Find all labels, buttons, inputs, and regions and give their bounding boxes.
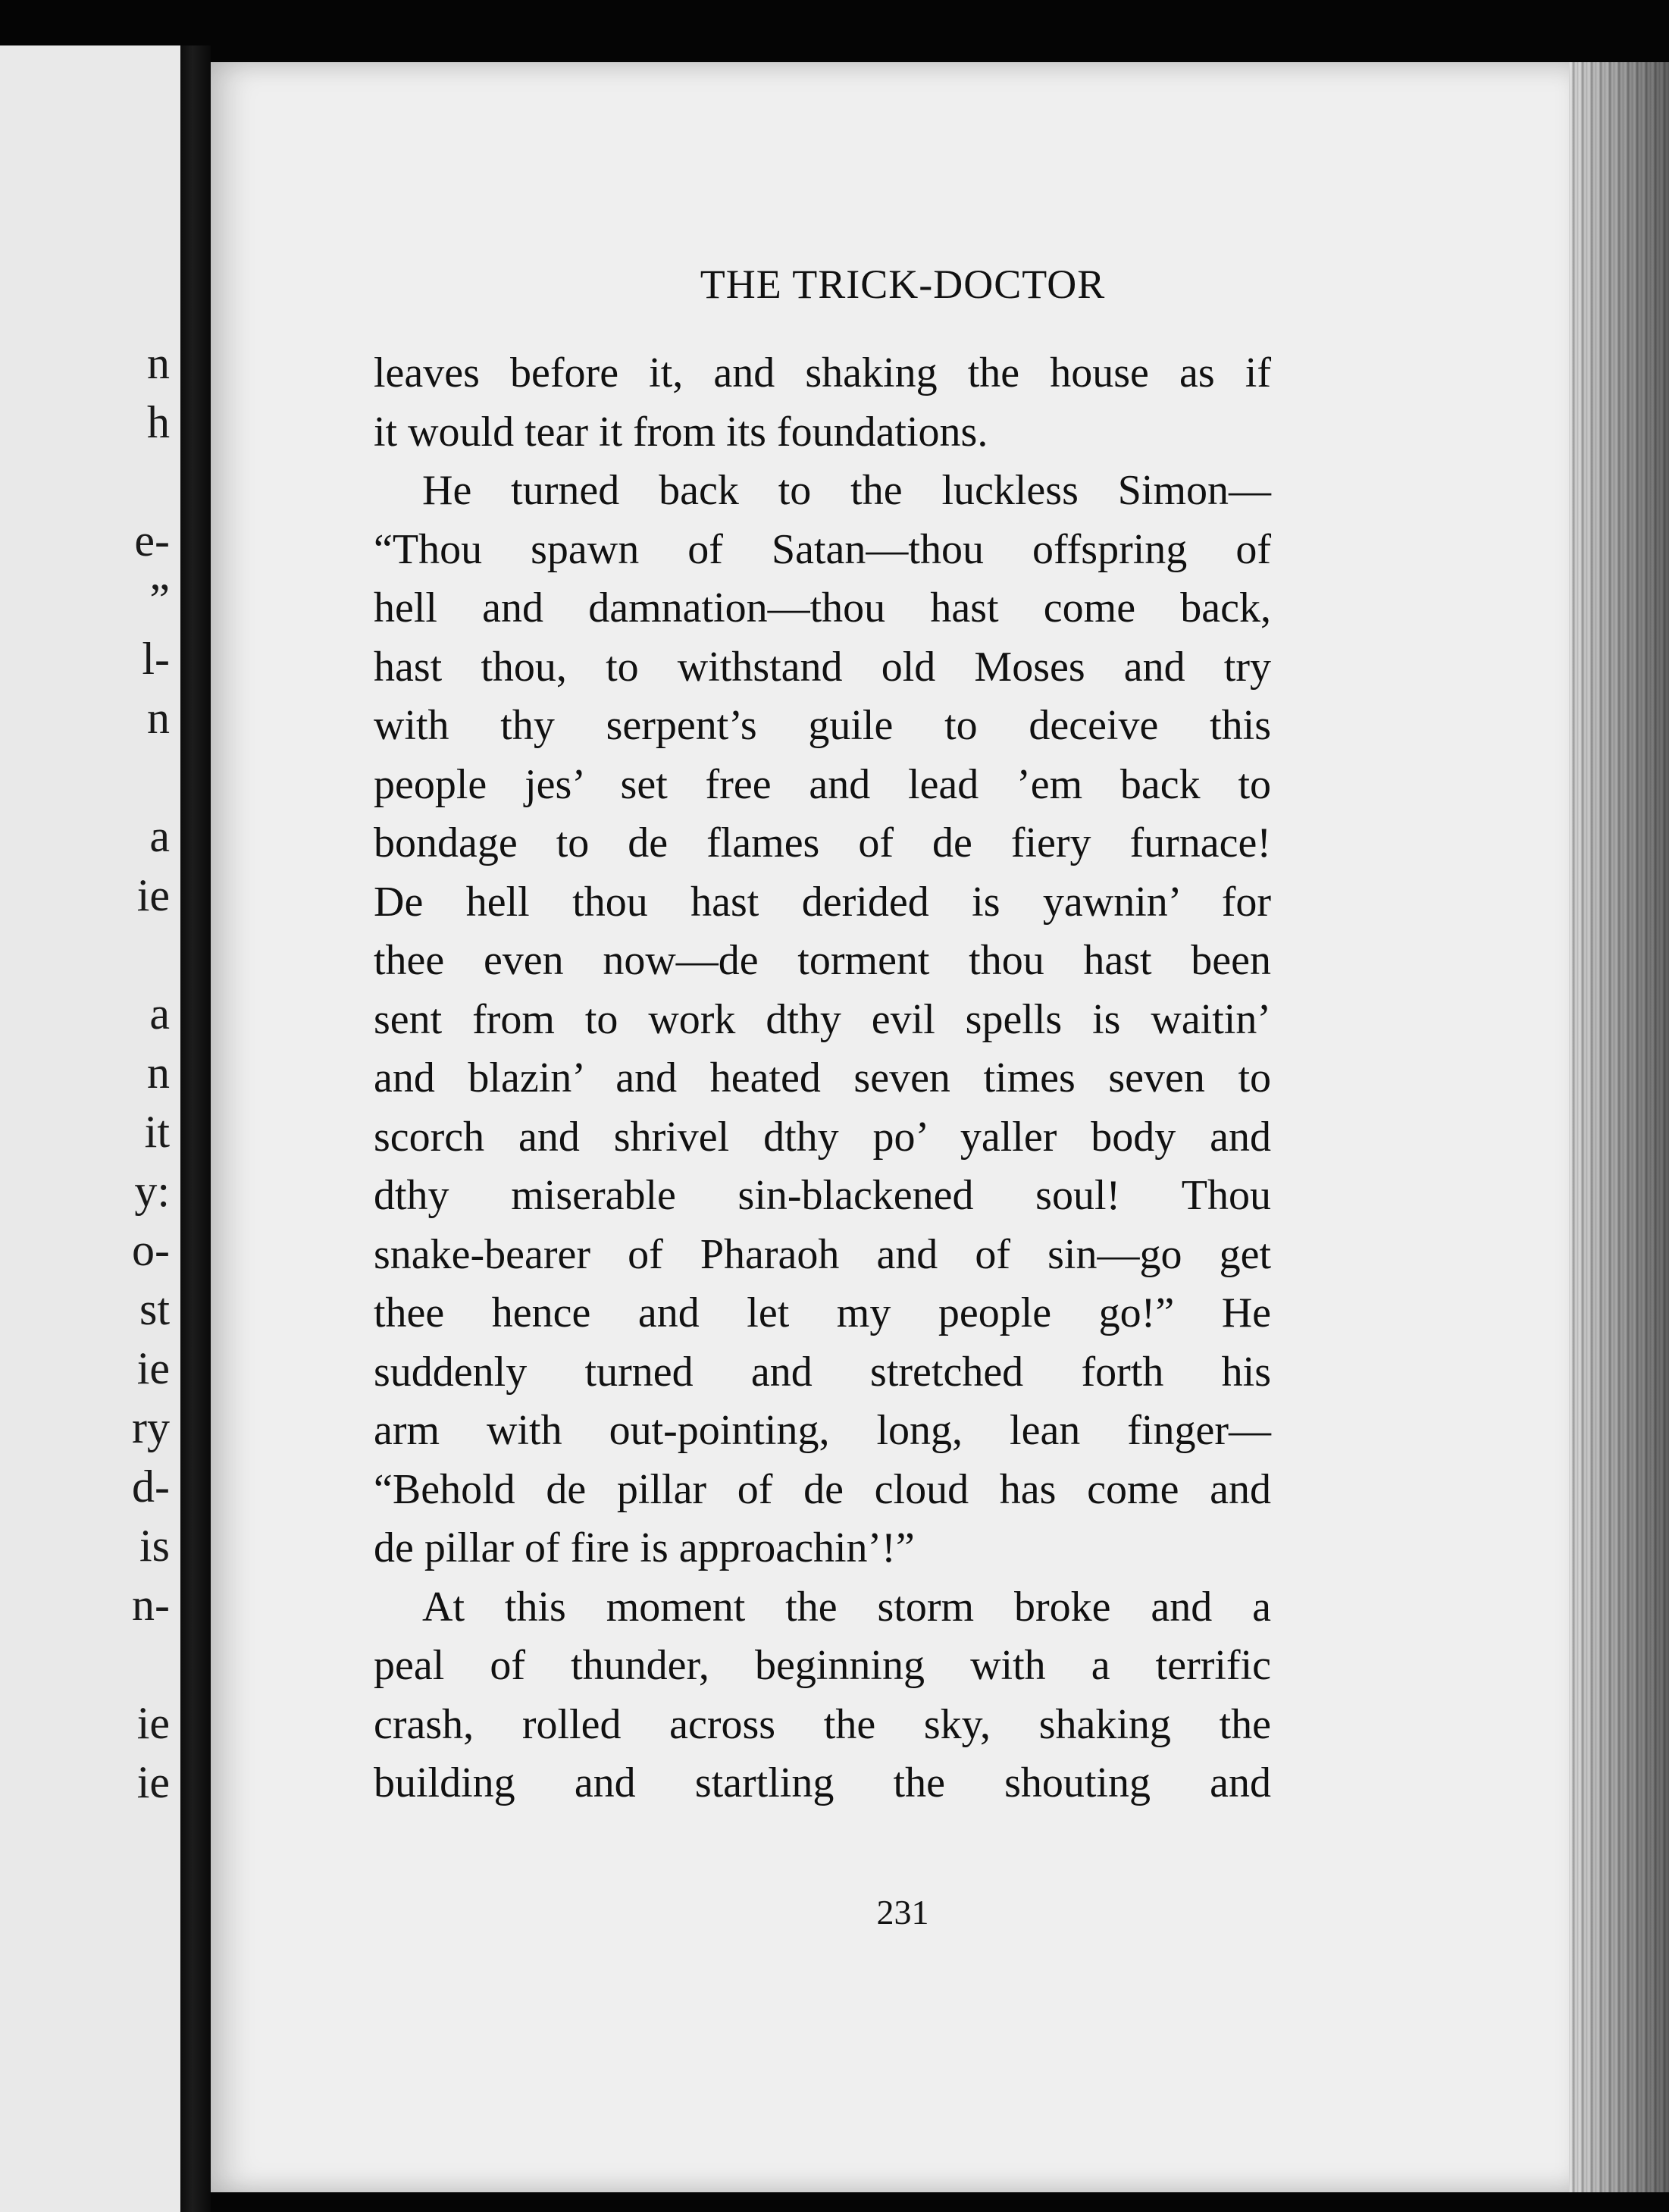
text-line: de pillar of fire is approachin’!”	[374, 1524, 915, 1571]
left-fragment: h	[147, 397, 170, 447]
left-fragment: n	[147, 338, 170, 388]
text-line: dthy miserable sin-blackened soul! Thou	[374, 1172, 1271, 1219]
text-line: arm with out-pointing, long, lean finger—	[374, 1407, 1271, 1454]
left-fragment	[18, 1634, 170, 1693]
binding-gutter	[180, 45, 211, 2212]
left-fragment: d-	[132, 1462, 170, 1512]
left-fragment: ry	[132, 1402, 170, 1452]
left-fragment: o-	[132, 1225, 170, 1275]
page-fore-edge	[1569, 62, 1669, 2192]
left-fragment	[18, 925, 170, 984]
text-line: thee even now—de torment thou hast been	[374, 937, 1271, 984]
left-fragment: l-	[142, 634, 170, 684]
left-fragment	[18, 747, 170, 807]
text-line: crash, rolled across the sky, shaking the	[374, 1700, 1271, 1748]
left-fragment: ie	[136, 870, 170, 920]
text-line: building and startling the shouting and	[374, 1759, 1271, 1806]
text-line: scorch and shrivel dthy po’ yaller body and	[374, 1113, 1271, 1161]
running-head: THE TRICK-DOCTOR	[700, 262, 1106, 307]
text-line: it would tear it from its foundations.	[374, 408, 988, 456]
page-number: 231	[876, 1893, 929, 1932]
text-line: “Behold de pillar of de cloud has come and	[374, 1465, 1271, 1513]
left-fragment: n-	[132, 1580, 170, 1630]
text-line: peal of thunder, beginning with a terrific	[374, 1642, 1271, 1689]
left-facing-page	[0, 45, 180, 2212]
text-line: hell and damnation—thou hast come back,	[374, 584, 1271, 631]
left-fragment: ie	[136, 1698, 170, 1748]
text-line: De hell thou hast derided is yawnin’ for	[374, 878, 1271, 926]
text-line: thee hence and let my people go!” He	[374, 1289, 1271, 1336]
body-text	[374, 344, 1271, 1813]
left-fragment: e-	[134, 515, 170, 566]
left-fragment: a	[149, 989, 170, 1039]
text-line: He turned back to the luckless Simon—	[422, 467, 1271, 514]
left-fragment: ie	[136, 1343, 170, 1393]
text-line: with thy serpent’s guile to deceive this	[374, 702, 1271, 749]
text-line: leaves before it, and shaking the house as if	[374, 349, 1271, 396]
left-page-text-fragments	[18, 334, 170, 1812]
text-line: snake-bearer of Pharaoh and of sin—go get	[374, 1230, 1271, 1278]
text-line: sent from to work dthy evil spells is waitin’	[374, 995, 1271, 1043]
left-fragment: it	[144, 1107, 170, 1157]
text-line: people jes’ set free and lead ’em back to	[374, 760, 1271, 808]
text-line: hast thou, to withstand old Moses and try	[374, 643, 1271, 691]
left-fragment	[18, 452, 170, 511]
text-line: “Thou spawn of Satan—thou offspring of	[374, 525, 1271, 573]
left-fragment: is	[139, 1521, 170, 1571]
text-line: suddenly turned and stretched forth his	[374, 1348, 1271, 1396]
text-line: and blazin’ and heated seven times seven to	[374, 1054, 1271, 1101]
left-fragment: st	[139, 1284, 170, 1334]
text-line: At this moment the storm broke and a	[422, 1583, 1271, 1631]
left-fragment: ”	[149, 575, 170, 625]
left-fragment: ie	[136, 1757, 170, 1807]
left-fragment: a	[149, 811, 170, 861]
text-line: bondage to de flames of de fiery furnace!	[374, 819, 1271, 866]
left-fragment: n	[147, 1048, 170, 1098]
left-fragment: y:	[134, 1166, 170, 1216]
left-fragment: n	[147, 693, 170, 743]
book-page	[211, 62, 1583, 2192]
